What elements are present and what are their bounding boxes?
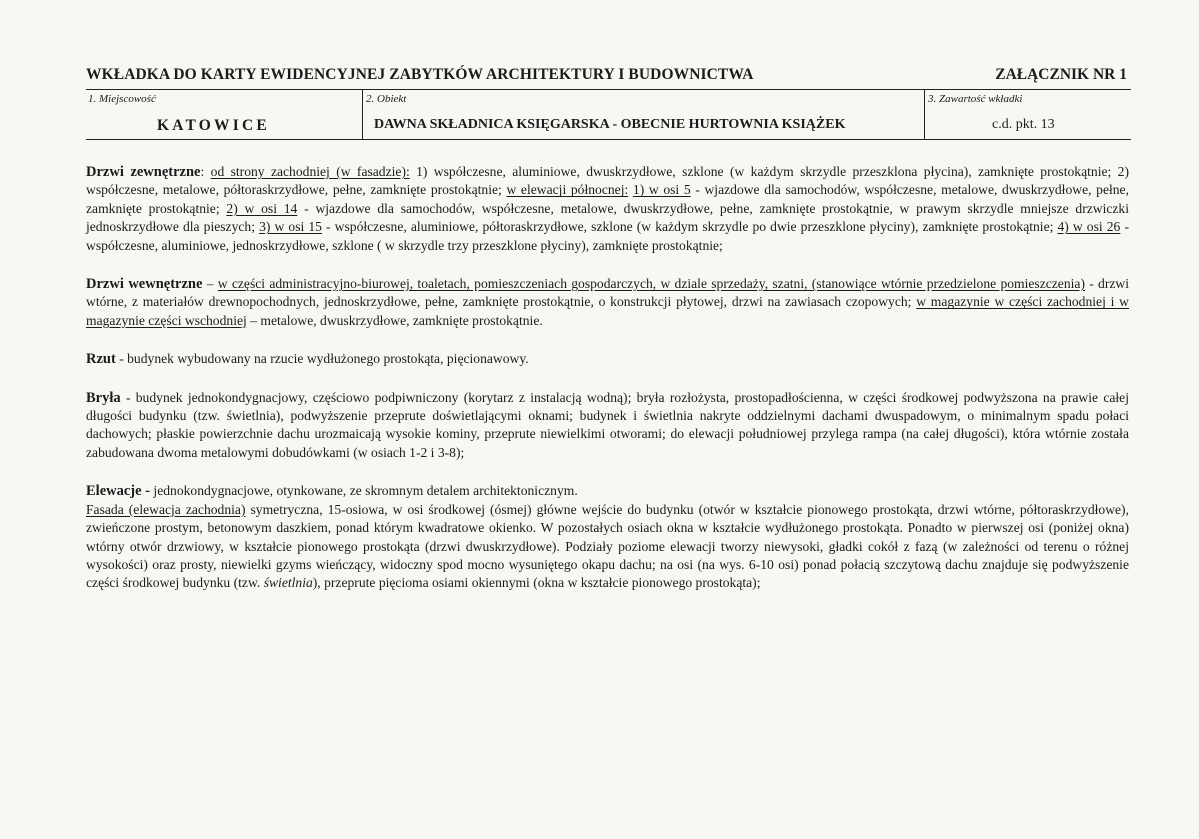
text-run: 1) współczesne, aluminiowe, dwuskrzydłowe, szklone (w każdym skrzydle przeszklona płycina), zamknięte prostokątnie; 2) współczesne, metalowe, półtoraskrzydłowe, pełne, zamknięte prostokątnie; bbox=[86, 164, 1129, 198]
external-doors-heading: Drzwi zewnętrzne bbox=[86, 164, 201, 180]
facade-ref: Fasada (elewacja zachodnia) bbox=[86, 501, 246, 517]
massing-heading: Bryła bbox=[86, 389, 121, 406]
text-run: : bbox=[200, 164, 211, 179]
text-run: - budynek wybudowany na rzucie wydłużonego prostokąta, pięcionawowy. bbox=[115, 351, 529, 367]
massing-section bbox=[86, 389, 1129, 463]
plan-section bbox=[86, 350, 1129, 368]
text-run: ), przeprute pięcioma osiami okiennymi (okna w kształcie pionowego prostokąta); bbox=[312, 575, 761, 591]
text-run: - wjazdowe dla samochodów, współczesne, metalowe, dwuskrzydłowe, pełne, zamknięte prostokątnie; bbox=[86, 182, 1129, 216]
text-run: - wjazdowe dla samochodów, współczesne, metalowe, dwuskrzydłowe, pełne, zamknięte prostokątnie, w prawym skrzydle mniejsze drzwiczki jednoskrzydłowe dla pieszych; bbox=[86, 200, 1129, 235]
text-run: – metalowe, dwuskrzydłowe, zamknięte prostokątnie. bbox=[246, 312, 543, 328]
storage-area-ref: w magazynie w części zachodniej i w magazynie części wschodniej bbox=[86, 294, 1129, 328]
header-rule-top bbox=[86, 89, 1131, 90]
axis-5-ref: 1) w osi 5 bbox=[632, 182, 691, 198]
text-run: - budynek jednokondygnacjowy, częściowo podpiwniczony (korytarz z instalacją wodną); bryła rozłożysta, prostopadłościenna, w części środkowej podwyższona na prawie całej długości budynku (tzw. świetlnia), podwyższenie przeprute doświetlającymi oknami; budynek i świetlnia nakryte oddzielnymi dachami dwuspadowym, o minimalnym spadu połaci dachowych; płaskie powierzchnie dachu urozmaicają wysokie kominy, przeprute niewielkimi otworami; do elewacji południowej przylega rampa (na całej długości), która wtórnie została zabudowana dwoma metalowymi dobudówkami (w osiach 1-2 i 3-8); bbox=[86, 389, 1129, 460]
locality-label: 1. Miejscowość bbox=[88, 93, 156, 105]
internal-doors-section bbox=[86, 275, 1129, 330]
text-run: – bbox=[202, 276, 218, 292]
contents-value: c.d. pkt. 13 bbox=[992, 117, 1055, 132]
object-label: 2. Obiekt bbox=[366, 93, 407, 105]
elevations-section bbox=[86, 482, 1129, 592]
admin-area-ref: w części administracyjno-biurowej, toaletach, pomieszczeniach gospodarczych, w dziale sprzedaży, szatni, (stanowiące wtórnie przedzielone pomieszczenia) bbox=[217, 276, 1085, 292]
text-run: - współczesne, aluminiowe, półtoraskrzydłowe, szklone (w każdym skrzydle po dwie przeszklone płyciny), zamknięte prostokątnie; bbox=[321, 219, 1058, 235]
elevations-heading: Elewacje - bbox=[86, 483, 151, 500]
text-run: - współczesne, aluminiowe, jednoskrzydłowe, szklone ( w skrzydle trzy przeszklone płyciny), zamknięte prostokątnie; bbox=[86, 219, 1129, 253]
axis-26-ref: 4) w osi 26 bbox=[1057, 219, 1121, 235]
field-divider-1 bbox=[362, 90, 363, 140]
field-divider-2 bbox=[924, 90, 925, 140]
header-row bbox=[86, 66, 1129, 88]
text-run: symetryczna, 15-osiowa, w osi środkowej (ósmej) główne wejście do budynku (otwór w kształcie pionowego prostokąta, drzwi wtórne, półtoraskrzydłowe), zwieńczone prostym, betonowym daszkiem, ponad którym kwadratowe okienko. W pozostałych osiach okna w kształcie wydłużonego prostokąta. Ponadto w pierwszej osi (poniżej okna) wtórny otwór drzwiowy, w kształcie pionowego prostokąta (drzwi dwuskrzydłowe). Podziały poziome elewacji tworzy niewysoki, gładki cokół z fazą (w zależności od terenu o różnej wysokości) oraz prosty, niewielki gzyms wieńczący, widoczny spod mocno wysuniętego okapu dachu; na osi (na wys. 6-10 osi) ponad połacią szczytową dachu znajduje się podwyższenie części środkowej budynku (tzw. bbox=[86, 501, 1129, 591]
object-value: DAWNA SKŁADNICA KSIĘGARSKA - OBECNIE HURTOWNIA KSIĄŻEK bbox=[374, 117, 846, 132]
external-doors-section bbox=[86, 163, 1129, 255]
annex-number: ZAŁĄCZNIK NR 1 bbox=[995, 66, 1127, 83]
text-run: - drzwi wtórne, z materiałów drewnopochodnych, jednoskrzydłowe, pełne, zamknięte prostokątnie, o konstrukcji płytowej, drzwi na zawiasach czopowych; bbox=[86, 276, 1130, 310]
axis-15-ref: 3) w osi 15 bbox=[259, 219, 322, 235]
contents-label: 3. Zawartość wkładki bbox=[928, 93, 1023, 105]
locality-value: KATOWICE bbox=[157, 117, 270, 134]
skylight-term: świetlnia bbox=[263, 575, 313, 591]
plan-heading: Rzut bbox=[86, 351, 116, 368]
north-elevation-ref: w elewacji północnej: bbox=[506, 182, 629, 198]
west-facade-ref: od strony zachodniej (w fasadzie): bbox=[210, 164, 410, 179]
text-run: jednokondygnacjowe, otynkowane, ze skromnym detalem architektonicznym. bbox=[150, 483, 578, 499]
header-rule-bottom bbox=[86, 139, 1131, 140]
internal-doors-heading: Drzwi wewnętrzne bbox=[86, 276, 203, 293]
document-body bbox=[86, 163, 1129, 593]
axis-14-ref: 2) w osi 14 bbox=[226, 200, 298, 216]
document-title: WKŁADKA DO KARTY EWIDENCYJNEJ ZABYTKÓW ARCHITEKTURY I BUDOWNICTWA bbox=[86, 66, 754, 83]
